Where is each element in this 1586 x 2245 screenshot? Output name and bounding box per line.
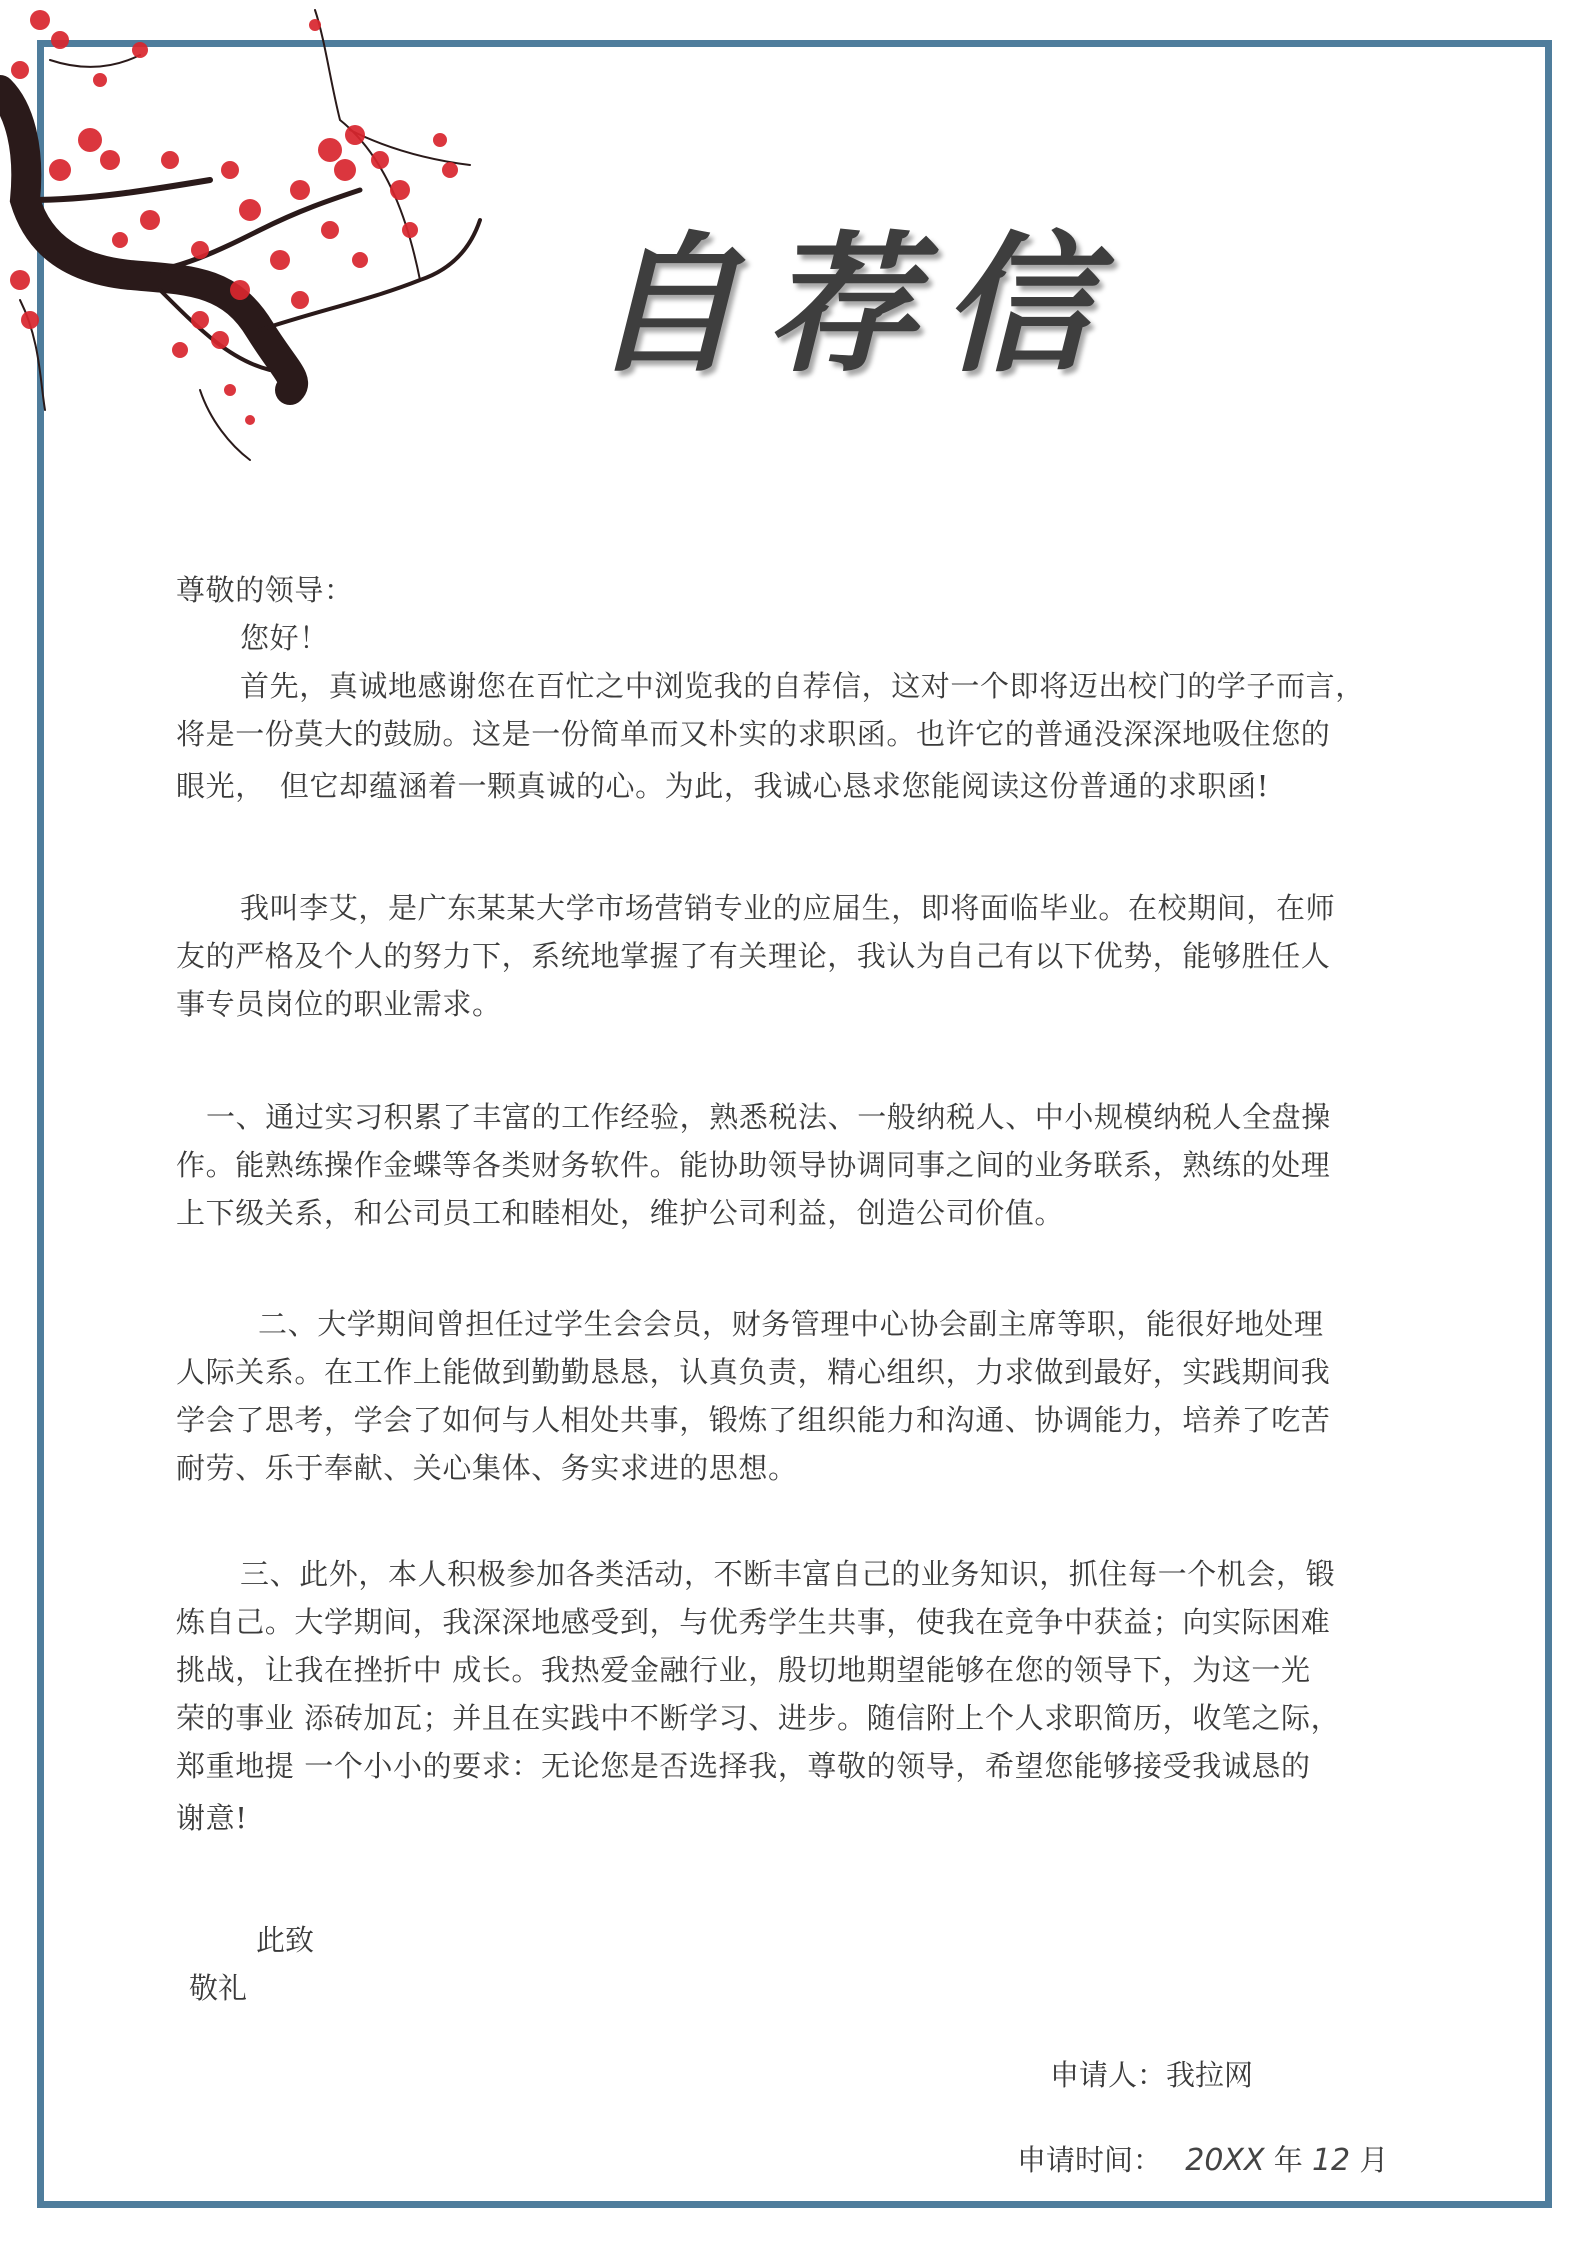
text-line: 郑重地提 一个小小的要求：无论您是否选择我，尊敬的领导，希望您能够接受我诚恳的	[176, 1749, 1311, 1783]
applicant-label: 申请人：	[1050, 2058, 1167, 2092]
date-month-unit: 月	[1359, 2143, 1389, 2177]
text-line: 上下级关系，和公司员工和睦相处，维护公司利益，创造公司价值。	[176, 1196, 1065, 1230]
closing-cizhi: 此致	[256, 1923, 315, 1957]
date-label: 申请时间：	[1017, 2143, 1163, 2177]
date-month: 12	[1311, 2143, 1351, 2178]
applicant-name: 我拉网	[1166, 2058, 1254, 2092]
text-line: 挑战，让我在挫折中 成长。我热爱金融行业，殷切地期望能够在您的领导下，为这一光	[176, 1653, 1311, 1687]
text-line: 学会了思考，学会了如何与人相处共事，锻炼了组织能力和沟通、协调能力，培养了吃苦	[176, 1403, 1331, 1437]
paragraph-advantage-2	[176, 1300, 1426, 1492]
date-year: 20XX	[1185, 2143, 1265, 2178]
letter-salutation: 您好！	[240, 621, 329, 655]
text-line: 我叫李艾，是广东某某大学市场营销专业的应届生，即将面临毕业。在校期间，在师	[240, 891, 1336, 925]
paragraph-advantage-1	[176, 1093, 1426, 1237]
text-line: 将是一份莫大的鼓励。这是一份简单而又朴实的求职函。也许它的普通没深深地吸住您的	[176, 717, 1331, 751]
date-year-unit: 年	[1273, 2143, 1303, 2177]
text-line: 事专员岗位的职业需求。	[176, 987, 502, 1021]
text-line: 荣的事业 添砖加瓦；并且在实践中不断学习、进步。随信附上个人求职简历，收笔之际，	[176, 1701, 1341, 1735]
letter-title: 自荐信	[590, 217, 1119, 393]
paragraph-intro	[176, 662, 1426, 810]
paragraph-self-introduction	[176, 884, 1426, 1028]
text-line: 首先，真诚地感谢您在百忙之中浏览我的自荐信，这对一个即将迈出校门的学子而言，	[240, 669, 1365, 703]
text-line: 友的严格及个人的努力下，系统地掌握了有关理论，我认为自己有以下优势，能够胜任人	[176, 939, 1331, 973]
letter-greeting: 尊敬的领导：	[176, 573, 354, 607]
text-line: 谢意!	[176, 1801, 248, 1835]
paragraph-advantage-3	[176, 1550, 1426, 1842]
text-line: 一、通过实习积累了丰富的工作经验，熟悉税法、一般纳税人、中小规模纳税人全盘操	[206, 1100, 1331, 1134]
text-line: 人际关系。在工作上能做到勤勤恳恳，认真负责，精心组织，力求做到最好，实践期间我	[176, 1355, 1331, 1389]
applicant-line	[1050, 2053, 1253, 2094]
application-date-line	[1017, 2138, 1388, 2179]
text-line: 炼自己。大学期间，我深深地感受到，与优秀学生共事，使我在竞争中获益；向实际困难	[176, 1605, 1331, 1639]
text-line: 三、此外，本人积极参加各类活动，不断丰富自己的业务知识，抓住每一个机会，锻	[240, 1557, 1336, 1591]
text-line: 二、大学期间曾担任过学生会会员，财务管理中心协会副主席等职，能很好地处理	[258, 1307, 1324, 1341]
text-line: 作。能熟练操作金蝶等各类财务软件。能协助领导协调同事之间的业务联系，熟练的处理	[176, 1148, 1331, 1182]
text-line: 眼光， 但它却蕴涵着一颗真诚的心。为此，我诚心恳求您能阅读这份普通的求职函!	[176, 769, 1269, 803]
closing-jingli: 敬礼	[189, 1971, 248, 2005]
text-line: 耐劳、乐于奉献、关心集体、务实求进的思想。	[176, 1451, 798, 1485]
